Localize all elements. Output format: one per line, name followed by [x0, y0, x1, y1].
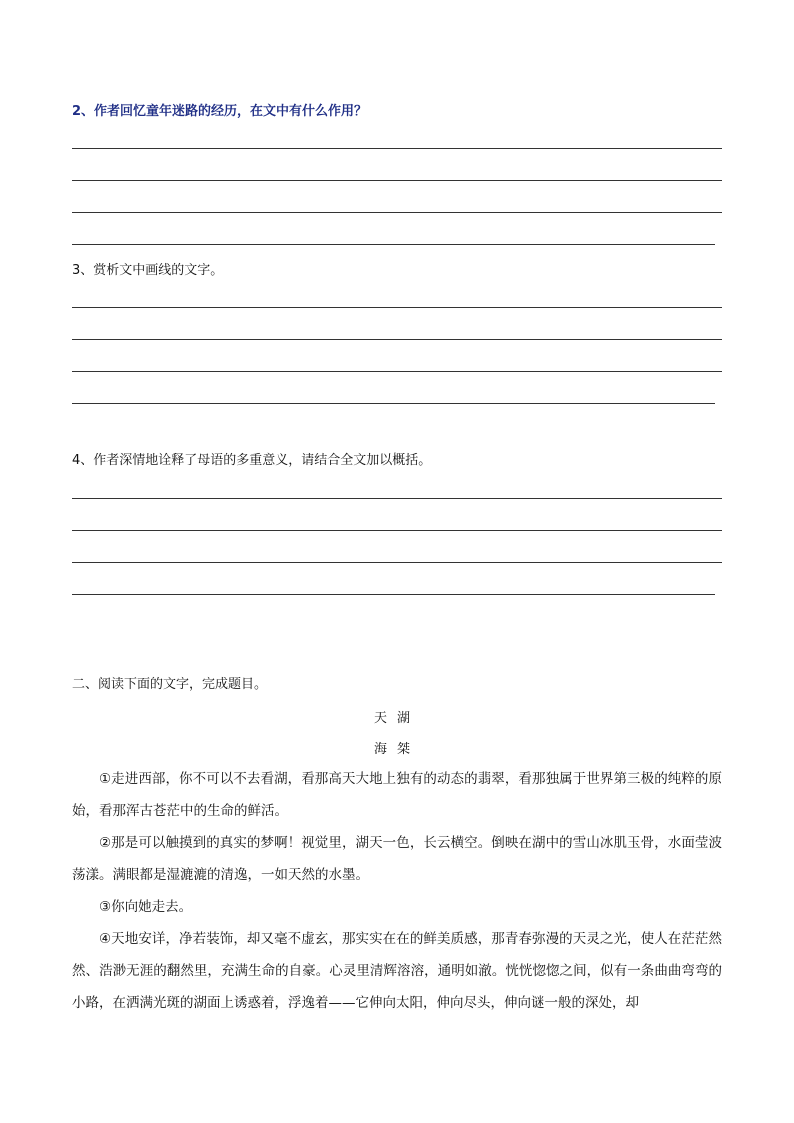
article-title: 天湖 — [373, 711, 420, 726]
paragraph-4: ④天地安详，净若装饰，却又毫不虚玄，那实实在在的鲜美质感，那青春弥漫的天灵之光，使人在茫茫然然、浩渺无涯的翻然里，充满生命的自豪。心灵里清辉溶溶，通明如澈。恍恍惚惚之间，似有一条曲曲弯弯的小路，在洒满光斑的湖面上诱惑着，浮逸着——它伸向太阳，伸向尽头，伸向谜一般的深处，却 — [72, 931, 722, 1011]
paragraph-3: ③你向她走去。 — [99, 899, 193, 915]
answer-line — [72, 371, 722, 372]
answer-line — [72, 594, 715, 595]
answer-line — [72, 498, 722, 499]
question-2: 2、作者回忆童年迷路的经历，在文中有什么作用？ — [72, 104, 368, 119]
answer-line — [72, 403, 715, 404]
section-heading: 二、阅读下面的文字，完成题目。 — [72, 677, 268, 692]
answer-line — [72, 148, 722, 149]
question-4: 4、作者深情地诠释了母语的多重意义，请结合全文加以概括。 — [72, 453, 432, 468]
answer-line — [72, 307, 722, 308]
paragraph-1: ①走进西部，你不可以不去看湖，看那高天大地上独有的动态的翡翠，看那独属于世界第三极的纯粹的原始，看那浑古苍茫中的生命的鲜活。 — [72, 771, 722, 819]
question-3: 3、赏析文中画线的文字。 — [72, 263, 224, 278]
article-author: 海桀 — [373, 742, 420, 757]
paragraph-2: ②那是可以触摸到的真实的梦啊！视觉里，湖天一色，长云横空。倒映在湖中的雪山冰肌玉骨，水面莹波荡漾。满眼都是湿漉漉的清逸，一如天然的水墨。 — [72, 835, 722, 883]
answer-line — [72, 530, 722, 531]
answer-line — [72, 339, 722, 340]
answer-line — [72, 180, 722, 181]
answer-line — [72, 244, 715, 245]
answer-line — [72, 562, 722, 563]
answer-line — [72, 212, 722, 213]
